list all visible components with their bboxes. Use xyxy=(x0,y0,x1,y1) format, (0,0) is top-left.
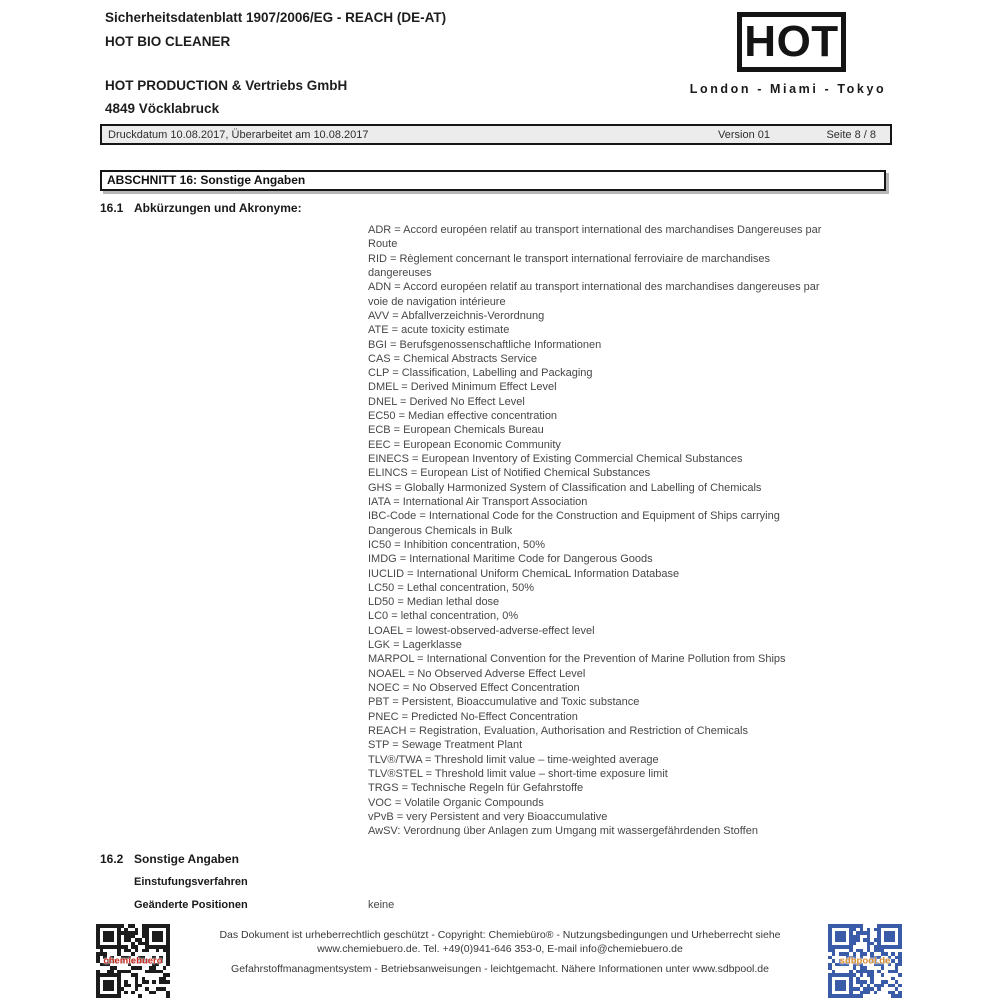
footer-copyright-line2: www.chemiebuero.de. Tel. +49(0)941-646 353-0, E-mail info@chemiebuero.de xyxy=(317,943,683,955)
abbreviation-line: REACH = Registration, Evaluation, Authorisation and Restriction of Chemicals xyxy=(368,724,748,737)
abbreviation-line: TRGS = Technische Regeln für Gefahrstoffe xyxy=(368,782,584,795)
abbreviation-line: LOAEL = lowest-observed-adverse-effect level xyxy=(368,624,595,637)
hot-logo xyxy=(737,12,846,72)
company-city: 4849 Vöcklabruck xyxy=(105,101,220,116)
abbreviation-line: dangereuses xyxy=(368,266,432,279)
footer-copyright-line1: Das Dokument ist urheberrechtlich geschützt - Copyright: Chemiebüro® - Nutzungsbedingungen und Urheberrecht siehe xyxy=(219,929,781,941)
abbreviation-line: EC50 = Median effective concentration xyxy=(368,410,558,423)
abbreviation-line: AVV = Abfallverzeichnis-Verordnung xyxy=(368,309,545,322)
abbreviation-line: Route xyxy=(368,238,398,251)
subsection-16-1-title: Abkürzungen und Akronyme: xyxy=(134,201,302,215)
abbreviation-line: NOAEL = No Observed Adverse Effect Level xyxy=(368,667,586,680)
abbreviation-line: EEC = European Economic Community xyxy=(368,438,561,451)
abbreviation-line: EINECS = European Inventory of Existing Commercial Chemical Substances xyxy=(368,453,743,465)
subsection-16-2-title: Sonstige Angaben xyxy=(134,852,239,866)
abbreviation-line: DMEL = Derived Minimum Effect Level xyxy=(368,381,557,394)
print-date: Druckdatum 10.08.2017, Überarbeitet am 10.08.2017 xyxy=(108,129,369,141)
abbreviation-line: PBT = Persistent, Bioaccumulative and Toxic substance xyxy=(368,696,640,709)
abbreviation-line: Dangerous Chemicals in Bulk xyxy=(368,524,513,537)
classification-procedure-label: Einstufungsverfahren xyxy=(134,876,248,888)
section-16-title: ABSCHNITT 16: Sonstige Angaben xyxy=(107,173,306,187)
qr-right-label: sdbpool.de xyxy=(839,955,891,967)
abbreviation-line: ADR = Accord européen relatif au transport international des marchandises Dangereuses par xyxy=(368,224,822,236)
info-bar xyxy=(100,124,892,145)
footer-info-line: Gefahrstoffmanagmentsystem - Betriebsanweisungen - leichtgemacht. Nähere Informationen unter www.sdbpool.de xyxy=(231,963,769,975)
abbreviation-line: IBC-Code = International Code for the Construction and Equipment of Ships carrying xyxy=(368,510,780,523)
product-name: HOT BIO CLEANER xyxy=(105,34,231,49)
abbreviation-line: IUCLID = International Uniform ChemicaL Information Database xyxy=(368,567,680,580)
abbreviation-line: BGI = Berufsgenossenschaftliche Informationen xyxy=(368,338,602,351)
abbreviation-line: IMDG = International Maritime Code for Dangerous Goods xyxy=(368,553,653,566)
abbreviation-line: NOEC = No Observed Effect Concentration xyxy=(368,682,580,694)
abbreviation-line: LC50 = Lethal concentration, 50% xyxy=(368,581,535,594)
page-number: Seite 8 / 8 xyxy=(826,129,876,141)
abbreviation-line: RID = Règlement concernant le transport international ferroviaire de marchandises xyxy=(368,252,771,265)
footer-copyright xyxy=(185,928,815,956)
logo-subtitle: London - Miami - Tokyo xyxy=(689,82,887,96)
changed-positions-label: Geänderte Positionen xyxy=(134,899,248,911)
subsection-16-1-number: 16.1 xyxy=(100,201,124,215)
abbreviation-line: TLV®STEL = Threshold limit value – short-time exposure limit xyxy=(368,767,668,780)
version-label: Version 01 xyxy=(718,129,770,141)
abbreviation-list xyxy=(368,223,898,838)
company-name: HOT PRODUCTION & Vertriebs GmbH xyxy=(105,78,348,93)
abbreviation-line: ATE = acute toxicity estimate xyxy=(368,324,510,337)
abbreviation-line: AwSV: Verordnung über Anlagen zum Umgang mit wassergefährdenden Stoffen xyxy=(368,825,758,838)
changed-positions-value: keine xyxy=(368,899,395,911)
abbreviation-line: PNEC = Predicted No-Effect Concentration xyxy=(368,710,578,723)
abbreviation-line: CLP = Classification, Labelling and Packaging xyxy=(368,367,593,380)
abbreviation-line: ECB = European Chemicals Bureau xyxy=(368,424,544,437)
abbreviation-line: vPvB = very Persistent and very Bioaccumulative xyxy=(368,810,608,823)
abbreviation-line: STP = Sewage Treatment Plant xyxy=(368,739,523,752)
abbreviation-line: DNEL = Derived No Effect Level xyxy=(368,395,525,408)
abbreviation-line: ADN = Accord européen relatif au transport international des marchandises dangereuses par xyxy=(368,281,820,294)
abbreviation-line: LD50 = Median lethal dose xyxy=(368,596,500,609)
abbreviation-line: VOC = Volatile Organic Compounds xyxy=(368,796,544,809)
section-16-header xyxy=(100,170,886,191)
abbreviation-line: voie de navigation intérieure xyxy=(368,295,506,308)
abbreviation-line: IC50 = Inhibition concentration, 50% xyxy=(368,538,546,551)
abbreviation-line: IATA = International Air Transport Association xyxy=(368,495,588,508)
abbreviation-line: TLV®/TWA = Threshold limit value – time-weighted average xyxy=(368,753,659,766)
abbreviation-line: MARPOL = International Convention for the Prevention of Marine Pollution from Ships xyxy=(368,653,786,666)
abbreviation-line: LGK = Lagerklasse xyxy=(368,639,462,652)
document-title: Sicherheitsdatenblatt 1907/2006/EG - REACH (DE-AT) xyxy=(105,10,447,25)
abbreviation-line: GHS = Globally Harmonized System of Classification and Labelling of Chemicals xyxy=(368,481,762,494)
qr-code-chemiebuero xyxy=(96,924,170,998)
qr-left-label: chemiebuero xyxy=(103,955,163,967)
hot-logo-text: HOT xyxy=(744,17,839,66)
abbreviation-line: CAS = Chemical Abstracts Service xyxy=(368,352,538,365)
subsection-16-2-number: 16.2 xyxy=(100,852,124,866)
abbreviation-line: ELINCS = European List of Notified Chemical Substances xyxy=(368,467,651,480)
qr-code-sdbpool xyxy=(828,924,902,998)
abbreviation-line: LC0 = lethal concentration, 0% xyxy=(368,610,519,623)
